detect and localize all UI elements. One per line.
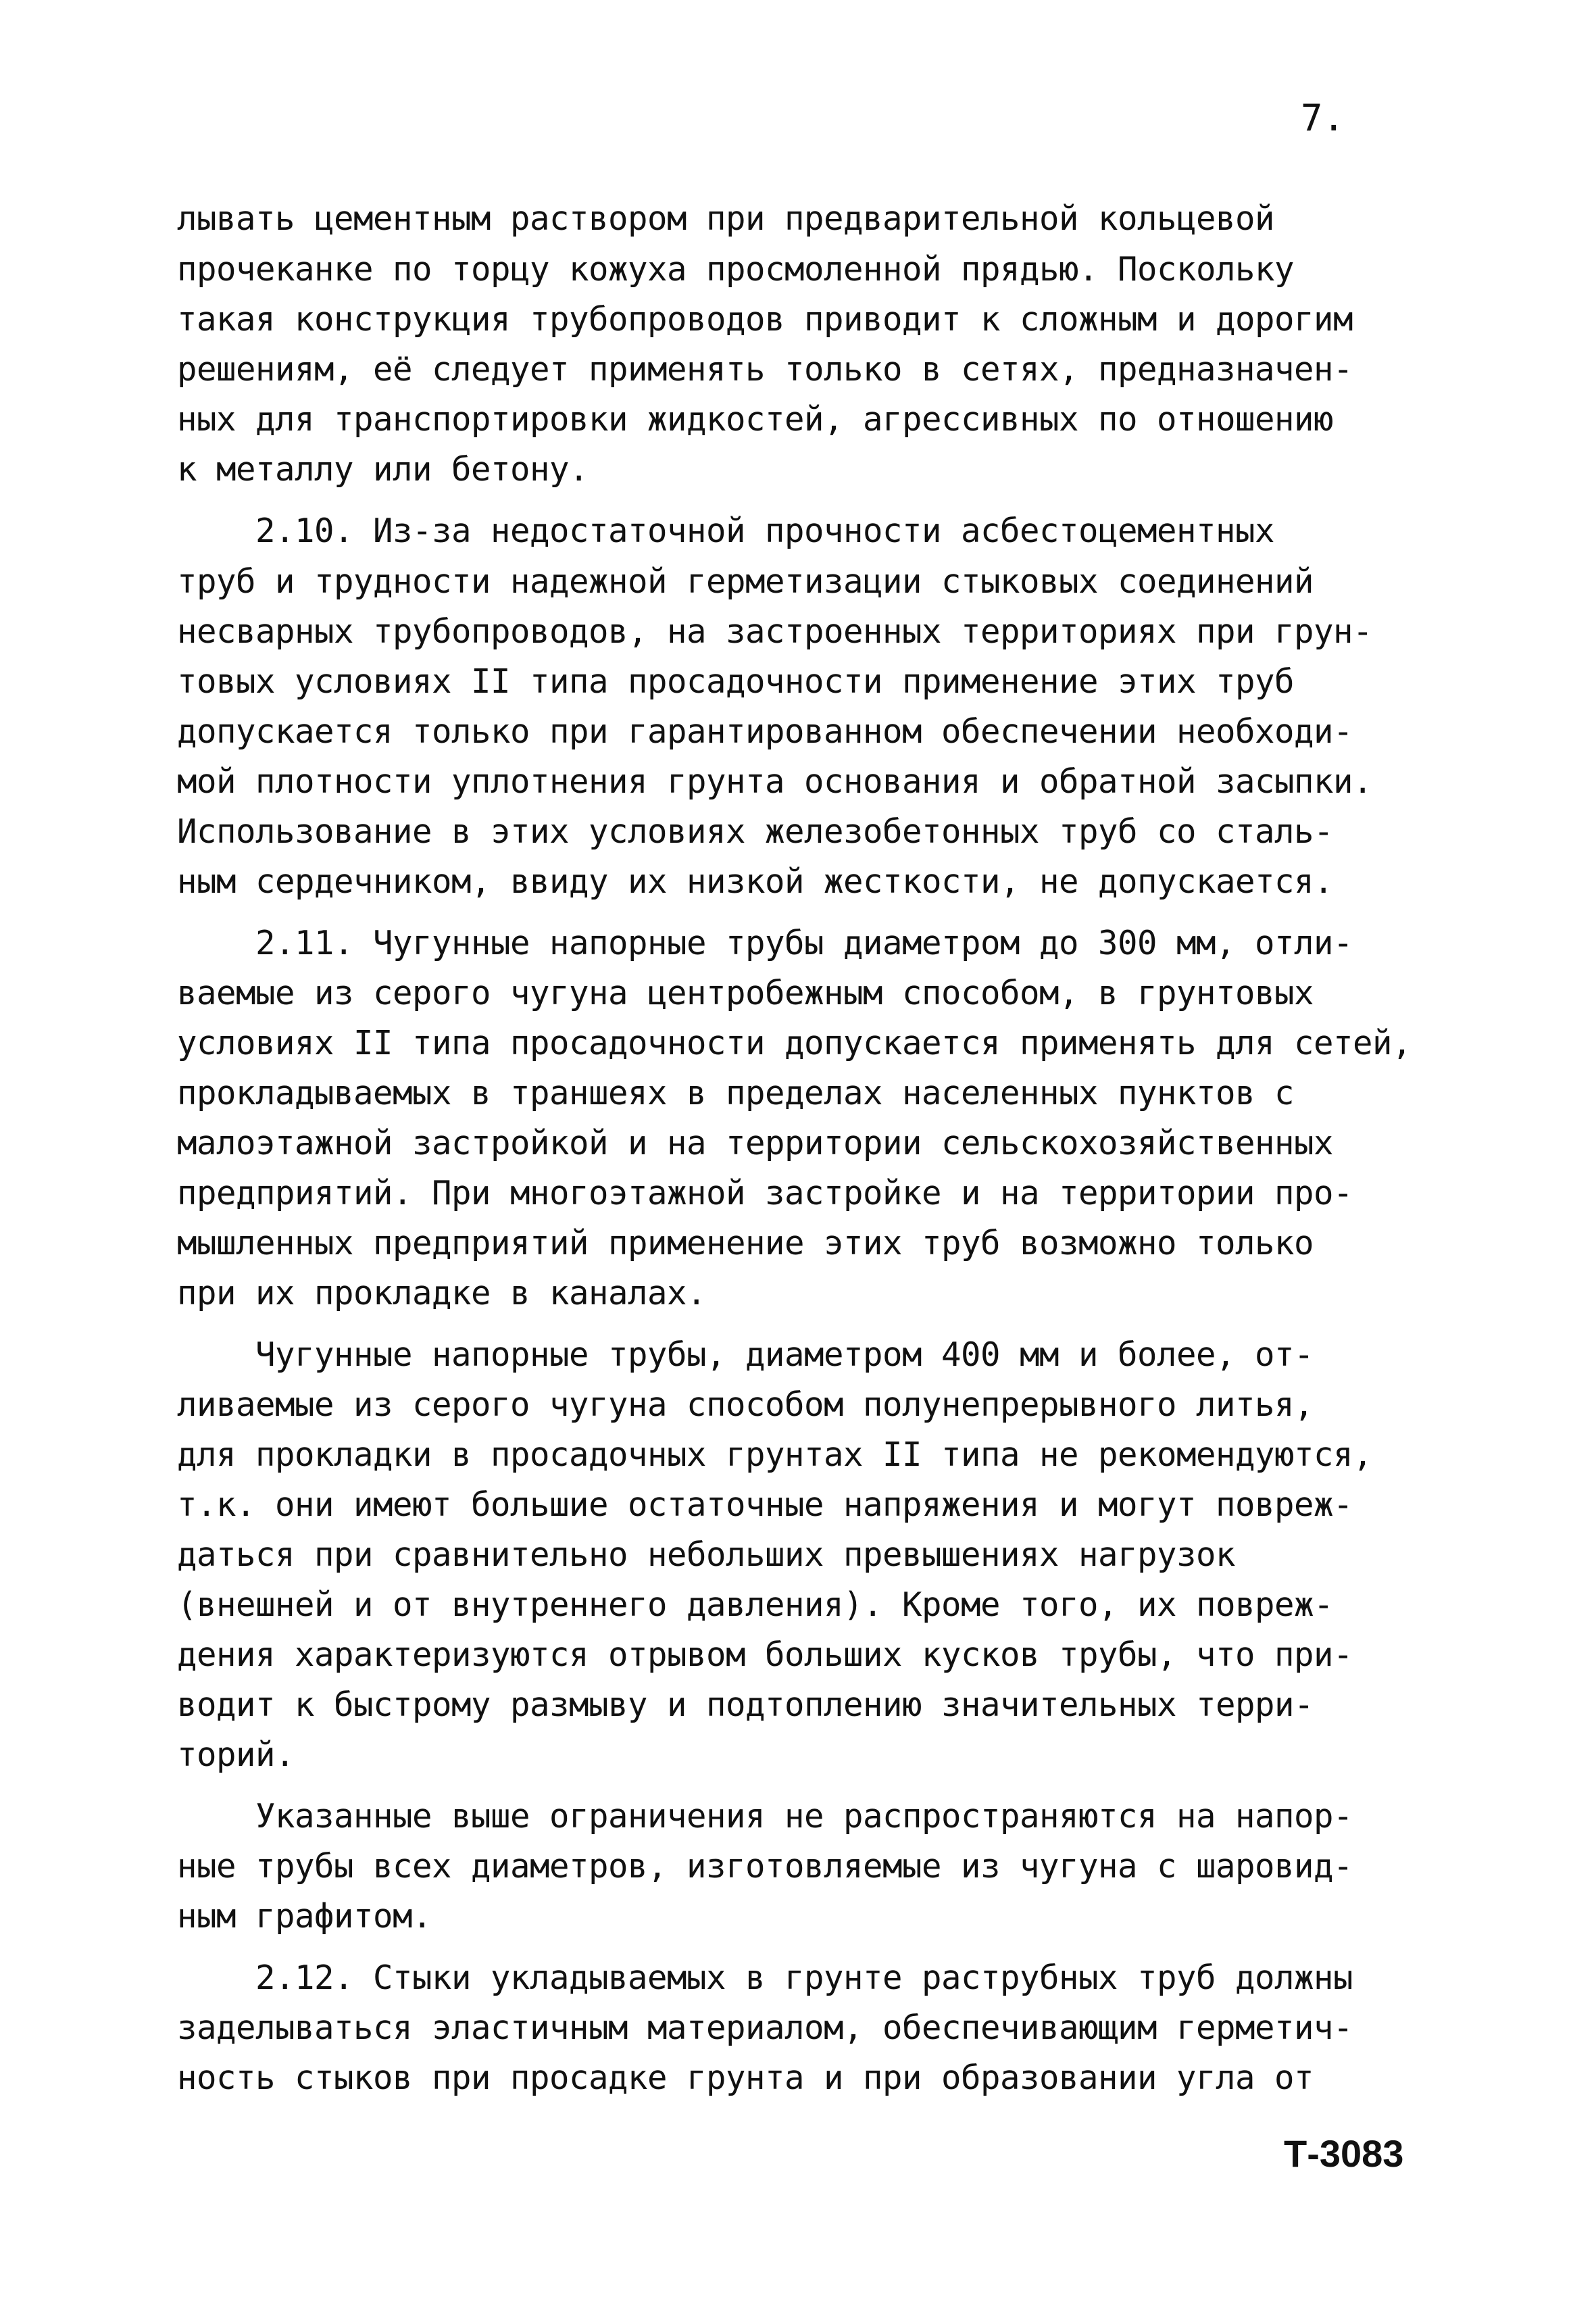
text-line: мышленных предприятий применение этих труб возможно только [177,1224,1314,1262]
text-line: Указанные выше ограничения не распространяются на напор- [255,1797,1353,1836]
text-line: условиях II типа просадочности допускается применять для сетей, [177,1024,1412,1062]
text-line: ным графитом. [177,1897,432,1936]
document-code: Т-3083 [1284,2132,1404,2175]
text-line: несварных трубопроводов, на застроенных территориях при грун- [177,612,1373,651]
text-line: ность стыков при просадке грунта и при образовании угла от [177,2059,1314,2097]
text-line: 2.11. Чугунные напорные трубы диаметром до 300 мм, отли- [255,924,1353,962]
text-line: прокладываемых в траншеях в пределах населенных пунктов с [177,1074,1295,1112]
text-line: ным сердечником, ввиду их низкой жесткости, не допускается. [177,862,1334,901]
text-line: к металлу или бетону. [177,450,589,489]
text-line: даться при сравнительно небольших превышениях нагрузок [177,1535,1236,1574]
text-line: для прокладки в просадочных грунтах II типа не рекомендуются, [177,1435,1373,1474]
text-line: предприятий. При многоэтажной застройке и на территории про- [177,1174,1353,1212]
text-line: ваемые из серого чугуна центробежным способом, в грунтовых [177,974,1314,1012]
text-line: товых условиях II типа просадочности применение этих труб [177,662,1295,701]
text-line: при их прокладке в каналах. [177,1274,707,1312]
text-line: допускается только при гарантированном обеспечении необходи- [177,712,1353,751]
text-line: Использование в этих условиях железобетонных труб со сталь- [177,812,1334,851]
text-line: ливаемые из серого чугуна способом полунепрерывного литья, [177,1385,1314,1424]
text-line: торий. [177,1736,295,1774]
page-number: 7. [1301,97,1345,139]
text-line: малоэтажной застройкой и на территории сельскохозяйственных [177,1124,1334,1162]
text-line: водит к быстрому размыву и подтоплению значительных терри- [177,1685,1314,1724]
text-line: Чугунные напорные трубы, диаметром 400 мм и более, от- [255,1335,1314,1374]
text-line: 2.12. Стыки укладываемых в грунте раструбных труб должны [255,1959,1353,1997]
text-line: заделываться эластичным материалом, обеспечивающим герметич- [177,2009,1353,2047]
text-line: лывать цементным раствором при предварительной кольцевой [177,199,1275,238]
text-line: дения характеризуются отрывом больших кусков трубы, что при- [177,1635,1353,1674]
text-line: (внешней и от внутреннего давления). Кроме того, их повреж- [177,1585,1334,1624]
text-line: прочеканке по торцу кожуха просмоленной прядью. Поскольку [177,250,1295,289]
text-line: решениям, её следует применять только в сетях, предназначен- [177,350,1353,389]
text-line: т.к. они имеют большие остаточные напряжения и могут повреж- [177,1485,1353,1524]
text-line: такая конструкция трубопроводов приводит к сложным и дорогим [177,300,1353,339]
text-line: труб и трудности надежной герметизации стыковых соединений [177,562,1314,601]
text-line: мой плотности уплотнения грунта основания и обратной засыпки. [177,762,1373,801]
text-line: ные трубы всех диаметров, изготовляемые из чугуна с шаровид- [177,1847,1353,1886]
text-line: 2.10. Из-за недостаточной прочности асбестоцементных [255,512,1275,550]
text-line: ных для транспортировки жидкостей, агрессивных по отношению [177,400,1334,439]
